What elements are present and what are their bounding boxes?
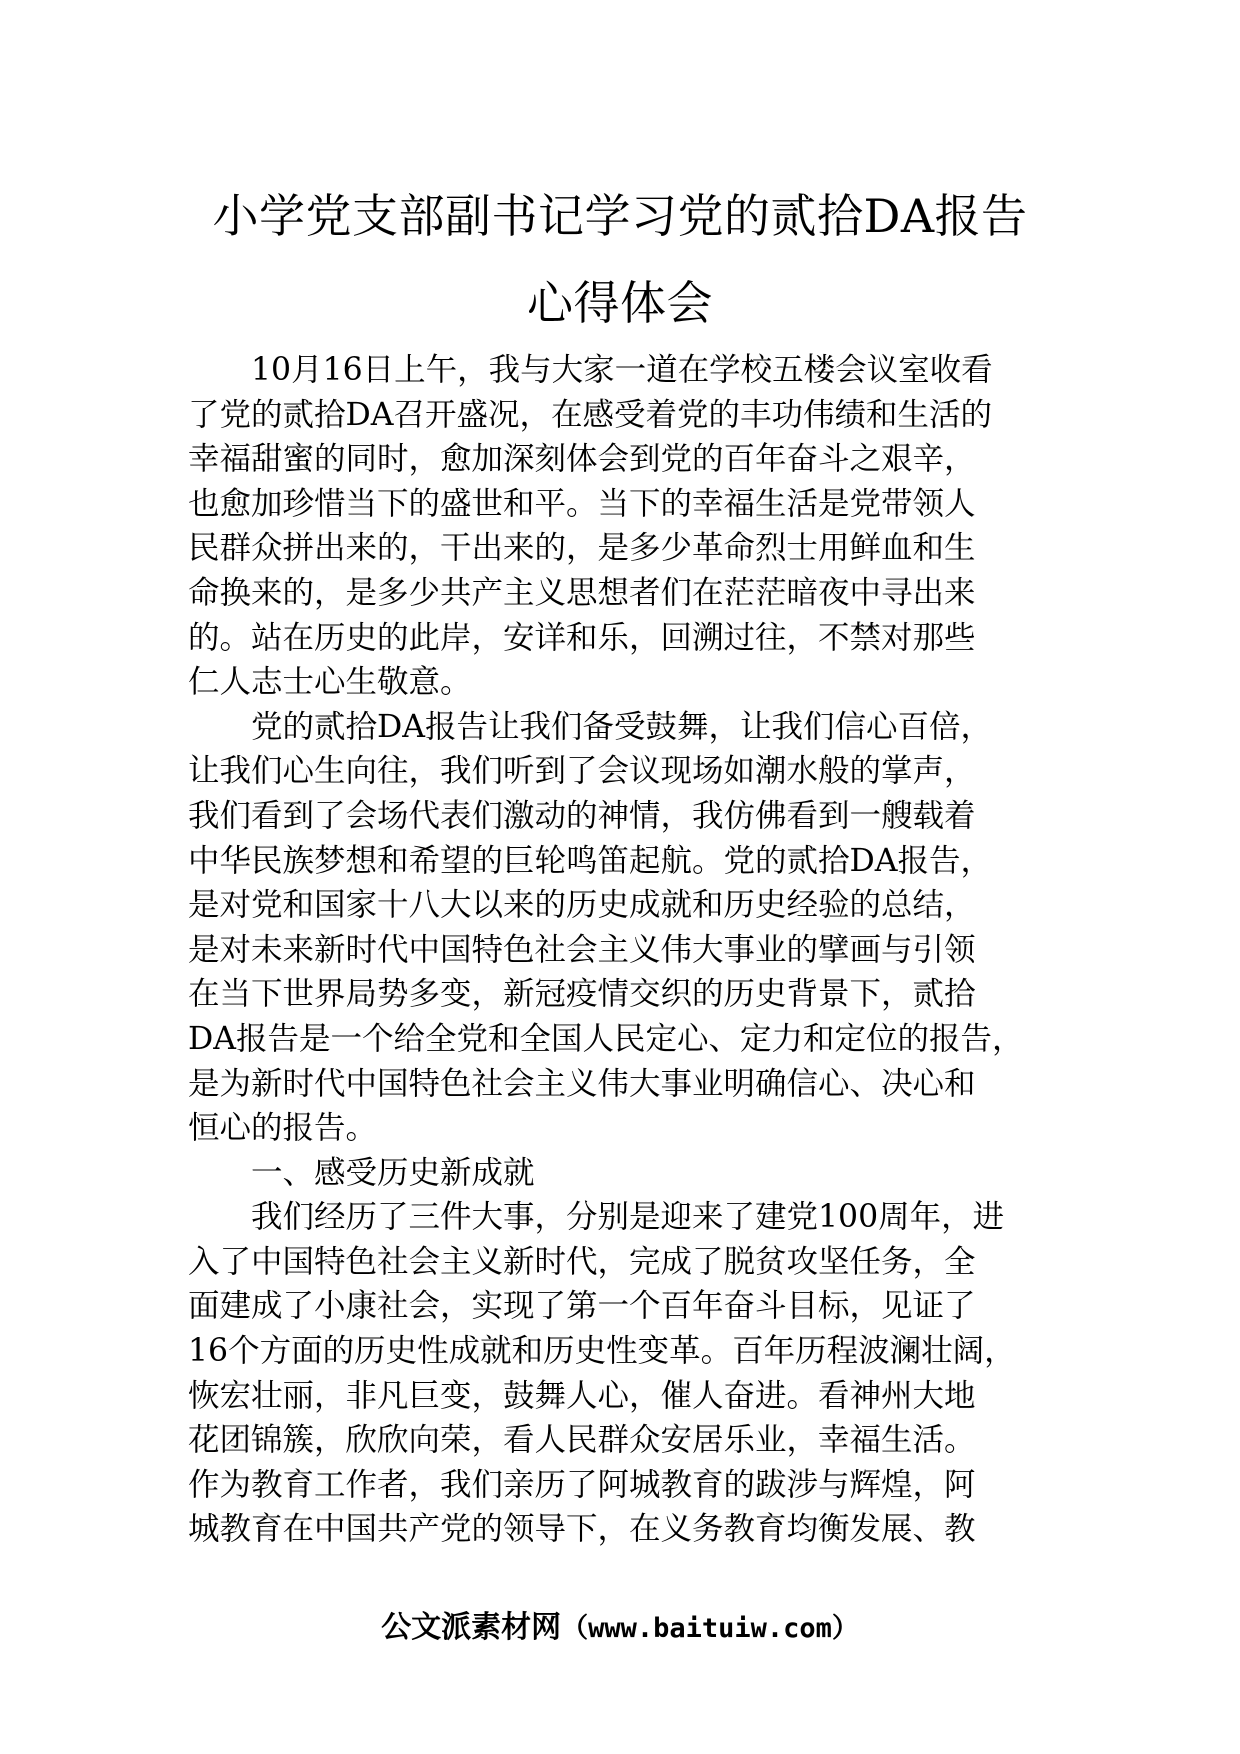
text-line: 民群众拼出来的，干出来的，是多少革命烈士用鲜血和生 xyxy=(188,530,976,567)
text-line: 的。站在历史的此岸，安详和乐，回溯过往，不禁对那些 xyxy=(188,619,976,656)
text-line: 是对未来新时代中国特色社会主义伟大事业的擘画与引领 xyxy=(188,931,976,968)
text-line: 10月16日上午，我与大家一道在学校五楼会议室收看 xyxy=(251,352,993,388)
text-line: 入了中国特色社会主义新时代，完成了脱贫攻坚任务，全 xyxy=(188,1243,976,1280)
text-line: 命换来的，是多少共产主义思想者们在茫茫暗夜中寻出来 xyxy=(188,574,976,611)
text-line: 幸福甜蜜的同时，愈加深刻体会到党的百年奋斗之艰辛， xyxy=(188,441,976,478)
text-line: 在当下世界局势多变，新冠疫情交织的历史背景下，贰拾 xyxy=(188,976,976,1013)
document-title-line-2: 心得体会 xyxy=(527,276,713,330)
document-title-line-1: 小学党支部副书记学习党的贰拾DA报告 xyxy=(212,189,1028,243)
text-line: 恢宏壮丽，非凡巨变，鼓舞人心，催人奋进。看神州大地 xyxy=(188,1377,976,1414)
text-line: 16个方面的历史性成就和历史性变革。百年历程波澜壮阔， xyxy=(188,1333,1016,1370)
paragraph-3 xyxy=(188,1195,1088,1552)
text-line: 了党的贰拾DA召开盛况，在感受着党的丰功伟绩和生活的 xyxy=(188,396,993,433)
text-line: 也愈加珍惜当下的盛世和平。当下的幸福生活是党带领人 xyxy=(188,485,976,522)
text-line: 城教育在中国共产党的领导下，在义务教育均衡发展、教 xyxy=(188,1511,976,1548)
text-line: 我们经历了三件大事，分别是迎来了建党100周年，进 xyxy=(251,1199,1005,1236)
footer-url: （www.baituiw.com） xyxy=(561,1613,859,1644)
text-line: 恒心的报告。 xyxy=(188,1110,378,1147)
text-line: DA报告是一个给全党和全国人民定心、定力和定位的报告， xyxy=(188,1020,1024,1057)
page-footer xyxy=(0,1608,1240,1649)
text-line: 我们看到了会场代表们激动的神情，我仿佛看到一艘载着 xyxy=(188,797,976,834)
paragraph-2 xyxy=(188,705,1088,1151)
text-line: 是对党和国家十八大以来的历史成就和历史经验的总结， xyxy=(188,887,976,924)
document-body xyxy=(188,348,1088,1552)
footer-site-name: 公文派素材网 xyxy=(381,1610,562,1645)
text-line: 仁人志士心生敬意。 xyxy=(188,664,472,701)
paragraph-1 xyxy=(188,348,1088,705)
text-line: 作为教育工作者，我们亲历了阿城教育的跋涉与辉煌，阿 xyxy=(188,1466,976,1503)
section-heading-text: 一、感受历史新成就 xyxy=(251,1154,535,1191)
text-line: 面建成了小康社会，实现了第一个百年奋斗目标，见证了 xyxy=(188,1288,976,1325)
text-line: 让我们心生向往，我们听到了会议现场如潮水般的掌声， xyxy=(188,753,976,790)
section-heading-1 xyxy=(188,1151,1088,1196)
text-line: 党的贰拾DA报告让我们备受鼓舞，让我们信心百倍， xyxy=(251,708,993,745)
text-line: 花团锦簇，欣欣向荣，看人民群众安居乐业，幸福生活。 xyxy=(188,1422,976,1459)
text-line: 是为新时代中国特色社会主义伟大事业明确信心、决心和 xyxy=(188,1065,976,1102)
text-line: 中华民族梦想和希望的巨轮鸣笛起航。党的贰拾DA报告， xyxy=(188,842,993,879)
